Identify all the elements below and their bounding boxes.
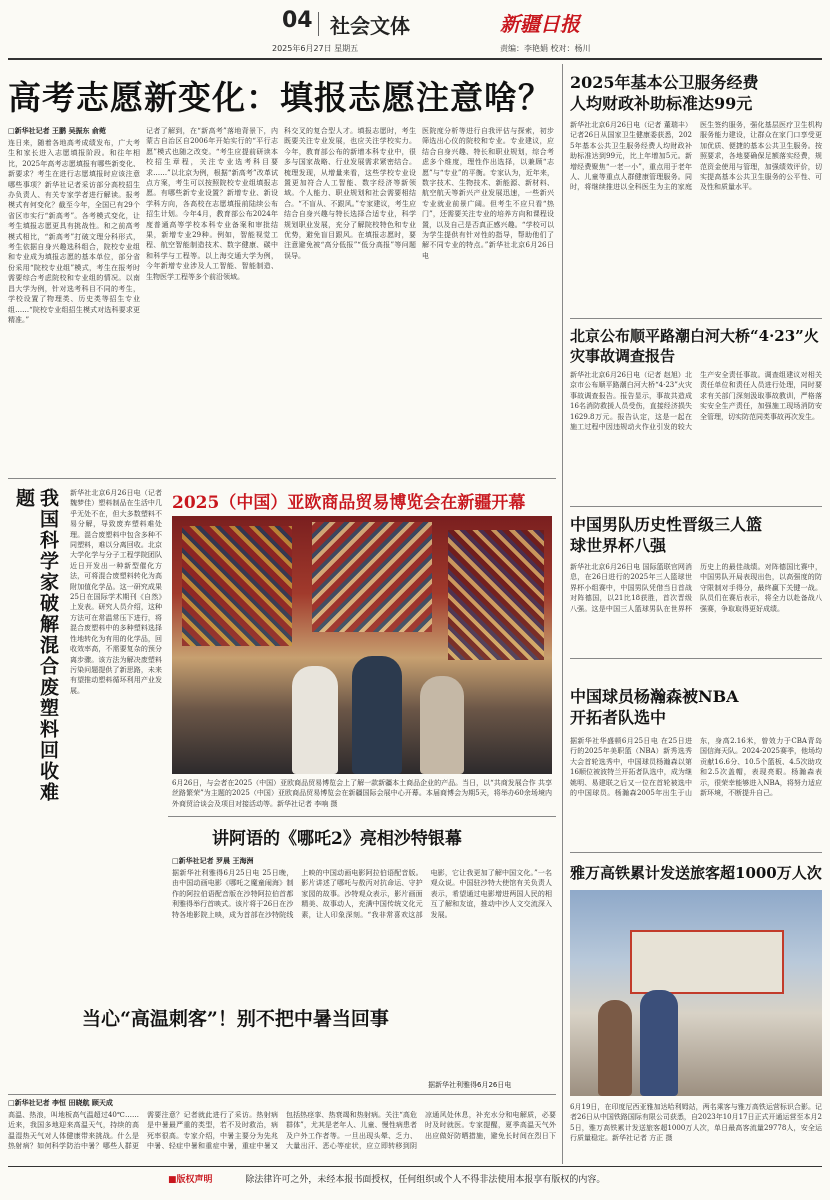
footer-rule [8, 1166, 822, 1167]
public-health-body: 新华社北京6月26日电（记者 董瑞丰）记者26日从国家卫生健康委获悉，2025年基本公共卫生服务经费人均财政补助标准达到99元，比上年增加5元。新增经费聚焦“一老一小”，重点用于老年人、儿童等重点人群健康管理服务。同时，将继续推进以全科医生为主的家庭医生签约服务，强化基层医疗卫生机构服务能力建设，让群众在家门口享受更加优质、便捷的基本公共卫生服务。按照要求，各地要确保足额落实经费，规范资金使用与管理，加强绩效评价，切实提高基本公共卫生服务的公平性、可及性和质量水平。 [570, 121, 822, 192]
main-col-2: 记者了解到，在“新高考”落地背景下，内蒙古自治区自2006年开始实行的“平行志愿”模式也随之改变。“考生应提前研读本校招生章程，关注专业选考科目要求……”以北京为例，根据“新高考”改革试点方案，考生可以按照院校专业组填报志愿。有哪些新专业设置？新增专业、新设学科方向，各高校在志愿填报前陆续公布招生计划。今年4月，教育部公布2024年度普通高等学校本科专业备案和审批结果，新增专业29种。例如，智能视觉工程、航空智能制造技术、数字健康、碳中和科学与工程等。以上海交通大学为例，今年新增专业涉及人工智能、智能制造、生物医学工程等多个前沿领域。 [146, 127, 278, 281]
nezha-sign: 据新华社利雅得6月26日电 [428, 1081, 512, 1089]
basketball-article [570, 510, 822, 656]
copyright-label: ■版权声明 [168, 1175, 213, 1185]
footer [8, 1172, 822, 1192]
visitor-figure-3 [420, 676, 464, 774]
rule-right-1 [570, 318, 822, 319]
rule-right-2 [570, 506, 822, 507]
railway-caption: 6月19日，在印度尼西亚雅加达哈利姆站，两名乘客与雅万高铁运营标识合影。记者26日从中国铁路国际有限公司获悉，自2023年10月17日正式开通运营至本月25日，雅万高铁累计发送旅客超1000万人次，单日最高客流量29778人，安全运行质量稳定。新华社记者 方正 摄 [570, 1103, 822, 1143]
trade-expo-article [168, 482, 556, 814]
trade-expo-headline: 2025（中国）亚欧商品贸易博览会在新疆开幕 [172, 493, 526, 513]
railway-photo [570, 890, 822, 1096]
heat-body: 高温、热浪，叫地板高气温超过40℃……近来，我国多地迎来高温天气，持续的高温湿热天气对人体健康带来挑战。什么是热射病？如何科学防治中暑？哪些人群更需要注意？记者就此进行了采访。热射病是中暑最严重的类型，若不及时救治，病死率很高。专家介绍，中暑主要分为先兆中暑、轻症中暑和重症中暑，重症中暑又包括热痉挛、热衰竭和热射病。关注“高危群体”，尤其是老年人、儿童、慢性病患者及户外工作者等。一旦出现头晕、乏力、大量出汗、恶心等症状，应立即转移到阴凉通风处休息，补充水分和电解质，必要时及时就医。专家提醒，夏季高温天气外出应做好防晒措施，避免长时间在烈日下 [8, 1111, 556, 1151]
rule-heat-top [8, 1094, 556, 1095]
vertical-rule-right [562, 64, 563, 1164]
nba-body: 据新华社华盛顿6月25日电 在25日进行的2025年美职篮（NBA）新秀选秀大会首轮选秀中，中国球员杨瀚森以第16顺位被波特兰开拓者队选中，成为继姚明、易建联之后又一位在首轮被选中的中国球员。杨瀚森2005年出生于山东，身高2.16米，曾效力于CBA青岛国信海天队。2024-2025赛季，他场均贡献16.6分、10.5个篮板、4.5次助攻和2.5次盖帽，表现亮眼。杨瀚森表示，很荣幸能够进入NBA，将努力适应新环境，不断提升自己。 [570, 737, 822, 798]
rule-right-3 [570, 658, 822, 659]
fire-report-body: 新华社北京6月26日电（记者 赵旭）北京市公布顺平路潮白河大桥“4·23”火灾事故调查报告。报告显示，事故共造成16名消防救援人员受伤，直接经济损失1629.8万元。报告认定，这是一起在施工过程中因违规动火作业引发的较大生产安全责任事故。调查组建议对相关责任单位和责任人员进行处理，同时要求有关部门深刻汲取事故教训，严格落实安全生产责任，加强施工现场消防安全管理，切实防范同类事故再次发生。 [570, 371, 822, 432]
nba-headline: 中国球员杨瀚森被NBA开拓者队选中 [570, 687, 739, 727]
public-health-article [570, 68, 822, 316]
copyright-text: 除法律许可之外，未经本报书面授权，任何组织或个人不得非法使用本报享有版权的内容。 [245, 1175, 606, 1185]
science-headline: 我国科学家破解混合废塑料回收难题 [13, 488, 59, 803]
page-number: 04 [282, 8, 313, 33]
main-col-1: 连日来，随着各地高考成绩发布，广大考生和家长进入志愿填报阶段。和往年相比，2025年高考志愿填报有哪些新变化、新要求？考生在进行志愿填报时应该注意哪些事项？新华社记者采访部分高校招生办负责人、有关专家学者进行解读。报考模式有何变化？截至今年，全国已有29个省区市实行“新高考”。各考模式变化，让考生填报志愿更具有挑战性。和之前高考模式相比，“新高考”打破文理分科形式，考生依据自身兴趣选科组合，院校专业组和专业成为填报志愿的基本单位，部分省份采用“院校专业组”模式，考生在报考时需要综合考虑院校和专业组的情况。以南昌大学为例，针对选考科目不同的考生，学校设置了物理类、历史类等招生专业组……“院校专业组招生模式对选科要求更精准。” [8, 139, 140, 324]
trade-expo-photo [172, 516, 552, 774]
carpet-pattern-3 [448, 530, 544, 660]
heat-byline: □新华社记者 李恒 田晓航 顾天成 [8, 1099, 113, 1107]
public-health-headline: 2025年基本公卫服务经费人均财政补助标准达99元 [570, 73, 759, 113]
heat-headline: 当心“高温刺客”！别不把中暑当回事 [82, 1004, 502, 1031]
science-article [8, 482, 162, 1094]
nezha-body: 据新华社利雅得6月25日电 25日晚，由中国动画电影《哪吒之魔童闹海》制作的阿拉伯语配音版在沙特阿拉伯首都利雅得举行首映式。该片将于26日在沙特各地影院上映，成为首部在沙特院线上映的中国动画电影阿拉伯语配音版。影片讲述了哪吒与敖丙对抗命运、守护家园的故事。沙特观众表示，影片画面精美、故事动人，充满中国传统文化元素，让人印象深刻。“我非常喜欢这部电影，它让我更加了解中国文化。”一名观众说。中国驻沙特大使馆有关负责人表示，希望通过电影增进两国人民的相互了解和友谊，推动中沙人文交流深入发展。 [172, 869, 552, 919]
railway-sign [630, 930, 784, 994]
passenger-figure-1 [598, 1000, 632, 1096]
main-col-4: 医院度分析等进行自我评估与探索，初步筛选出心仪的院校和专业。专业建议，应结合自身兴趣、特长和职业规划，综合考虑多个维度，理性作出选择，以兼顾“志愿”与“专业”的平衡。专家认为，近年来，数字技术、生物技术、新能源、新材料、航空航天等新兴产业发展迅速，一些新兴专业就业前景广阔。但考生不应只看“热门”，还需要关注专业的培养方向和课程设置，以及自己是否真正感兴趣。“学校可以为学生提供有针对性的指导，帮助他们了解不同专业的特点。”新华社北京6月26日电 [422, 127, 554, 260]
railway-headline: 雅万高铁累计发送旅客超1000万人次 [570, 864, 822, 882]
issue-date: 2025年6月27日 星期五 [272, 44, 359, 53]
science-body: 新华社北京6月26日电（记者 魏梦佳）塑料制品在生活中几乎无处不在，但大多数塑料不易分解，导致废弃塑料难处理。混合废塑料中包含多种不同塑料，难以分离回收。北京大学化学与分子工程学院团队近日开发出一种新型催化方法，可将混合废塑料转化为高附加值化学品。这一研究成果25日在国际学术期刊《自然》上发表。研究人员介绍，这种方法可在常温常压下进行，将混合废塑料中的多种塑料选择性地转化为有用的化学品，回收效率高，不需要复杂的预分离步骤。该方法为解决废塑料污染问题提供了新思路，未来有望推动塑料循环利用产业发展。 [70, 489, 162, 695]
nezha-byline: □新华社记者 罗晨 王海洲 [172, 857, 254, 865]
visitor-figure-2 [352, 656, 402, 774]
fire-report-headline: 北京公布顺平路潮白河大桥“4·23”火灾事故调查报告 [570, 327, 819, 365]
main-article [8, 64, 556, 476]
rule-right-4 [570, 852, 822, 853]
visitor-figure-1 [292, 666, 338, 774]
carpet-pattern-1 [182, 526, 292, 646]
fire-report-article [570, 322, 822, 504]
carpet-pattern-2 [312, 522, 432, 632]
railway-article [570, 856, 822, 1162]
paper-logo: 新疆日报 [500, 12, 580, 36]
passenger-figure-2 [640, 990, 678, 1096]
section-name: 社会文体 [330, 14, 410, 38]
basketball-headline: 中国男队历史性晋级三人篮球世界杯八强 [570, 515, 763, 555]
trade-expo-caption: 6月26日，与会者在2025（中国）亚欧商品贸易博览会上了解一款新疆本土商品企业的产品。当日，以“共商发展合作 共享丝路繁荣”为主题的2025（中国）亚欧商品贸易博览会在新疆国际会展中心开幕。本届商博会为期5天，将举办60余场境内外商贸洽谈会及项目对接活动等。新华社记者 李响 摄 [172, 779, 552, 808]
masthead-divider [318, 12, 319, 36]
masthead [0, 0, 830, 62]
rule-mid-top [8, 478, 556, 479]
nezha-headline: 讲阿语的《哪吒2》亮相沙特银幕 [212, 829, 462, 849]
editor-credits: 责编：李艳娟 校对：杨川 [500, 44, 591, 53]
nezha-article [168, 820, 556, 1092]
main-col-3: 科交叉的复合型人才。填报志愿时，考生既要关注专业发展，也应关注学校实力。今年，教育部公布的新增本科专业中，很多与国家战略、行业发展需求紧密结合。梳理发现，从增量来看，这些学校专业设置更加符合人工智能、数字经济等新领域。个人能力、职业规划和社会需要相结合。“不盲从、不跟风。”专家建议，考生应结合自身兴趣与特长选择合适专业，科学规划职业发展，充分了解院校特色和专业优势，避免盲目跟风。在填报志愿时，要注意避免被“高分低报”“低分高报”等问题误导。 [284, 127, 416, 260]
basketball-body: 新华社北京6月26日电 国际篮联官网消息，在26日进行的2025年三人篮球世界杯小组赛中，中国男队凭借当日首战对阵德国，以21比18获胜，首次晋级八强。这是中国三人篮球男队在世界杯历史上的最佳战绩。对阵德国比赛中，中国男队开局表现出色，以高强度的防守限制对手得分，最终赢下关键一战。队员们在赛后表示，将全力以赴备战八强赛，争取取得更好成绩。 [570, 563, 822, 613]
main-byline: □新华社记者 王鹏 吴振东 俞菀 [8, 127, 106, 135]
masthead-rule [8, 58, 822, 60]
nba-article [570, 662, 822, 850]
main-headline: 高考志愿新变化：填报志愿注意啥？ [8, 78, 552, 117]
rule-nezha-top [168, 816, 556, 817]
